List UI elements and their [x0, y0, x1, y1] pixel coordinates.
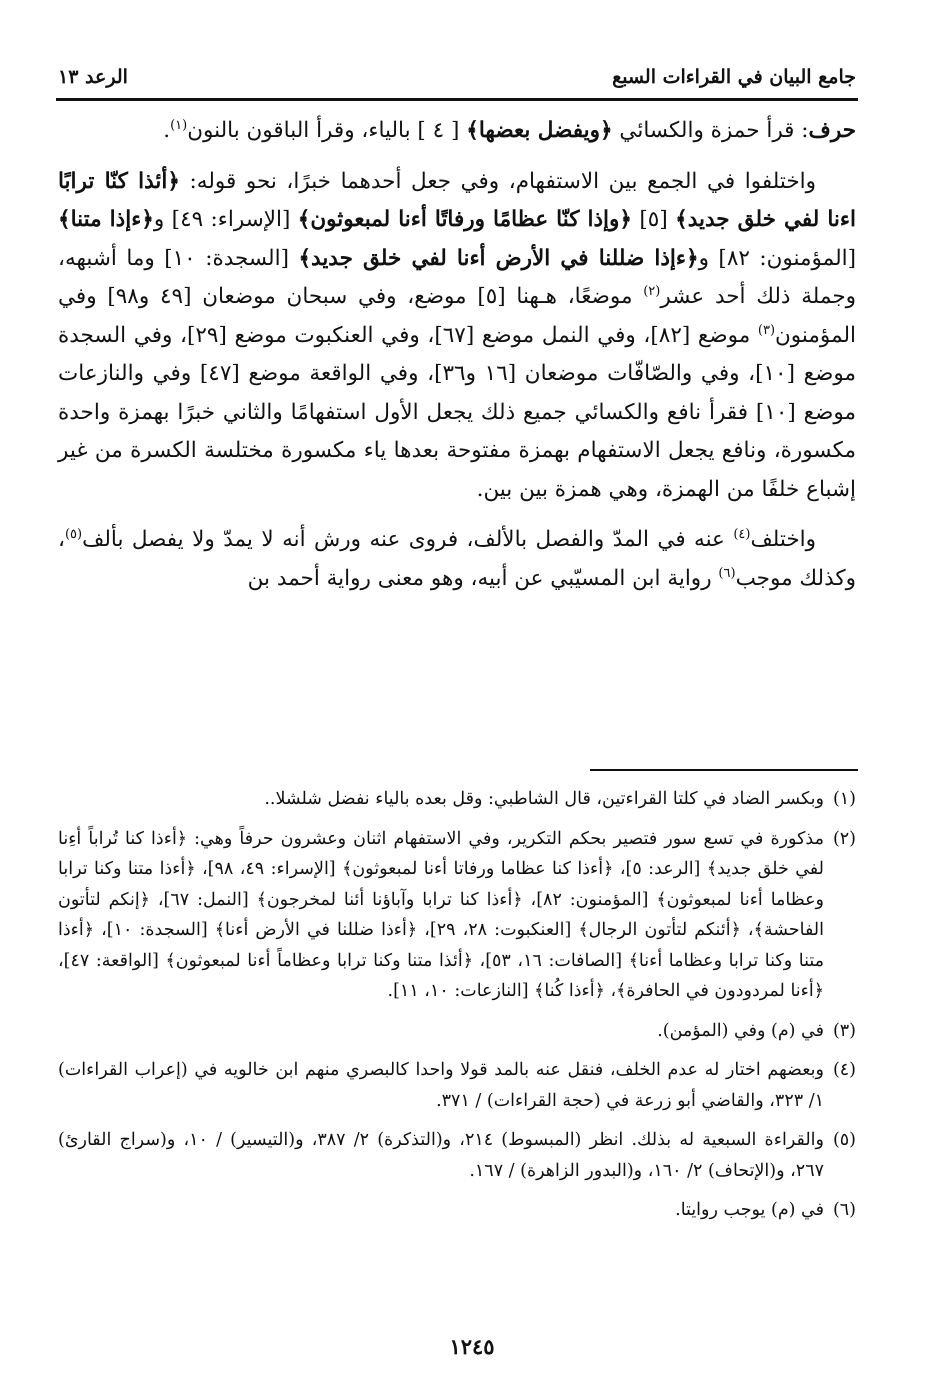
text-run: موضع [٨٢]، وفي النمل موضع [٦٧]، وفي العنكبوت موضع [٢٩]، وفي السجدة موضع [١٠]، وفي والصّافّات موضعان [١٦ و٣٦]، وفي الواقعة موضع [٤٧] وفي والنازعات موضع [١٠] فقرأ نافع والكسائي جميع ذلك يجعل الأول استفهامًا والثاني خبرًا بهمزة واحدة مكسورة، ونافع يجعل الاستفهام بهمزة مفتوحة بعدها ياء مكسورة مختلسة الكسرة من غير إشباع خلفًا من الهمزة، وهي همزة بين بين.	[58, 322, 856, 502]
footnote-ref-5[interactable]: (٥)	[64, 526, 83, 542]
footnote-number: (٣)	[832, 1020, 856, 1041]
header-rule	[56, 98, 858, 101]
text-run: رواية ابن المسيّبي عن أبيه، وهو معنى رواية أحمد بن	[247, 565, 719, 591]
text-run: [ ٤ ] بالياء، وقرأ الباقون بالنون	[187, 118, 467, 143]
harf-label: حرف	[808, 118, 856, 143]
chapter-label: الرعد ١٣	[58, 66, 128, 88]
footnotes	[58, 784, 856, 1235]
paragraph-3	[58, 521, 856, 598]
quran-quote: ﴿ءإذا ضللنا في الأرض أءنا لفي خلق جديد﴾	[298, 245, 699, 271]
text-run: : قرأ حمزة والكسائي	[612, 118, 809, 143]
footnote-number: (٢)	[832, 828, 856, 849]
text-run: .	[163, 118, 171, 143]
footnote	[58, 784, 856, 815]
text-run: [المؤمنون: ٨٢] و	[698, 245, 856, 271]
footnote	[58, 824, 856, 1007]
footnote	[58, 1195, 856, 1226]
footnote-ref-6[interactable]: (٦)	[718, 565, 736, 581]
main-text	[58, 112, 856, 610]
footnote	[58, 1016, 856, 1047]
quran-quote: ﴿ويفضل بعضها﴾	[466, 118, 613, 143]
footnote	[58, 1125, 856, 1186]
footnote-text: وبكسر الضاد في كلتا القراءتين، قال الشاطبي: وقل بعده بالياء نفضل شلشلا..	[264, 789, 824, 809]
footnote-text: مذكورة في تسع سور فتصير بحكم التكرير، وفي الاستفهام اثنان وعشرون حرفاً وهي: ﴿أءذا كنا تُراباً أءِنا لفي خلق جديد﴾ [الرعد: ٥]، ﴿أءذا كنا عظاما ورفاتا أءنا لمبعوثون﴾ [الإسراء: ٤٩، ٩٨]، ﴿أءذا متنا وكنا ترابا وعظاما أءنا لمبعوثون﴾ [المؤمنون: ٨٢]، ﴿أءذا كنا ترابا وآباؤنا أئنا لمخرجون﴾ [النمل: ٦٧]، ﴿إنكم لتأتون الفاحشة﴾، ﴿أئنكم لتأتون الرجال﴾ [العنكبوت: ٢٨، ٢٩]، ﴿أءذا ضللنا في الأرض أءنا﴾ [السجدة: ١٠]، ﴿أءذا متنا وكنا ترابا وعظاما أءنا﴾ [الصافات: ١٦، ٥٣]، ﴿أئذا متنا وكنا ترابا وعظاماً أءنا لمبعوثون﴾ [الواقعة: ٤٧]، ﴿أءنا لمردودون في الحافرة﴾، ﴿أءذا كُنا﴾ [النازعات: ١٠، ١١].	[58, 828, 825, 1001]
footnote-ref-3[interactable]: (٣)	[757, 322, 776, 338]
quran-quote: ﴿ءإذا متنا﴾	[58, 207, 154, 232]
text-run: [٥]	[632, 207, 676, 232]
footnote-text: وبعضهم اختار له عدم الخلف، فنقل عنه بالمد قولا واحدا كالبصري منهم ابن خالويه في (إعراب القراءات) ١/ ٣٢٣، والقاضي أبو زرعة في (حجة القراءات) / ٣٧١.	[58, 1060, 824, 1111]
footnote-separator	[590, 769, 858, 771]
footnote-text: والقراءة السبعية له بذلك. انظر (المبسوط) ٢١٤، و(التذكرة) ٢/ ٣٨٧، و(التيسير) / ١٠، و(سراج القارئ) ٢٦٧، و(الإتحاف) ٢/ ١٦٠، و(البدور الزاهرة) / ١٦٧.	[58, 1130, 824, 1181]
footnote-ref-2[interactable]: (٢)	[643, 283, 661, 299]
text-run: [السجدة: ١٠] وما أشبهه، وجملة ذلك أحد عشر	[58, 245, 856, 309]
footnote-text: في (م) يوجب روايتا.	[675, 1200, 824, 1220]
book-title: جامع البيان في القراءات السبع	[612, 66, 856, 88]
running-header	[58, 58, 856, 96]
paragraph-2	[58, 163, 856, 510]
text-run: واختلفوا في الجمع بين الاستفهام، وفي جعل أحدهما خبرًا، نحو قوله:	[179, 168, 816, 194]
footnote	[58, 1055, 856, 1116]
footnote-number: (٦)	[832, 1200, 856, 1220]
footnote-ref-4[interactable]: (٤)	[733, 526, 751, 542]
text-run: واختلف	[750, 527, 816, 552]
footnote-text: في (م) وفي (المؤمن).	[657, 1020, 824, 1041]
text-run: ، وكذلك موجب	[58, 527, 856, 591]
paragraph-1	[58, 112, 856, 151]
footnote-ref-1[interactable]: (١)	[170, 117, 188, 133]
quran-quote: ﴿أئذا كنّا ترابًا اءنا لفي خلق جديد﴾	[58, 168, 856, 232]
footnote-number: (٥)	[832, 1130, 856, 1150]
page-number: ١٢٤٥	[449, 1334, 495, 1359]
quran-quote: ﴿وإذا كنّا عظامًا ورفاتًا أءنا لمبعوثون﴾	[297, 207, 632, 232]
text-run: [الإسراء: ٤٩] و	[153, 207, 298, 232]
footnote-number: (٤)	[832, 1060, 856, 1080]
text-run: عنه في المدّ والفصل بالألف، فروى عنه ورش أنه لا يمدّ ولا يفصل بألف	[82, 527, 734, 552]
footnote-number: (١)	[832, 789, 856, 809]
text-run: موضعًا، هـهنا [٥] موضع، وفي سبحان موضعان [٤٩ و٩٨] وفي المؤمنون	[58, 284, 856, 348]
